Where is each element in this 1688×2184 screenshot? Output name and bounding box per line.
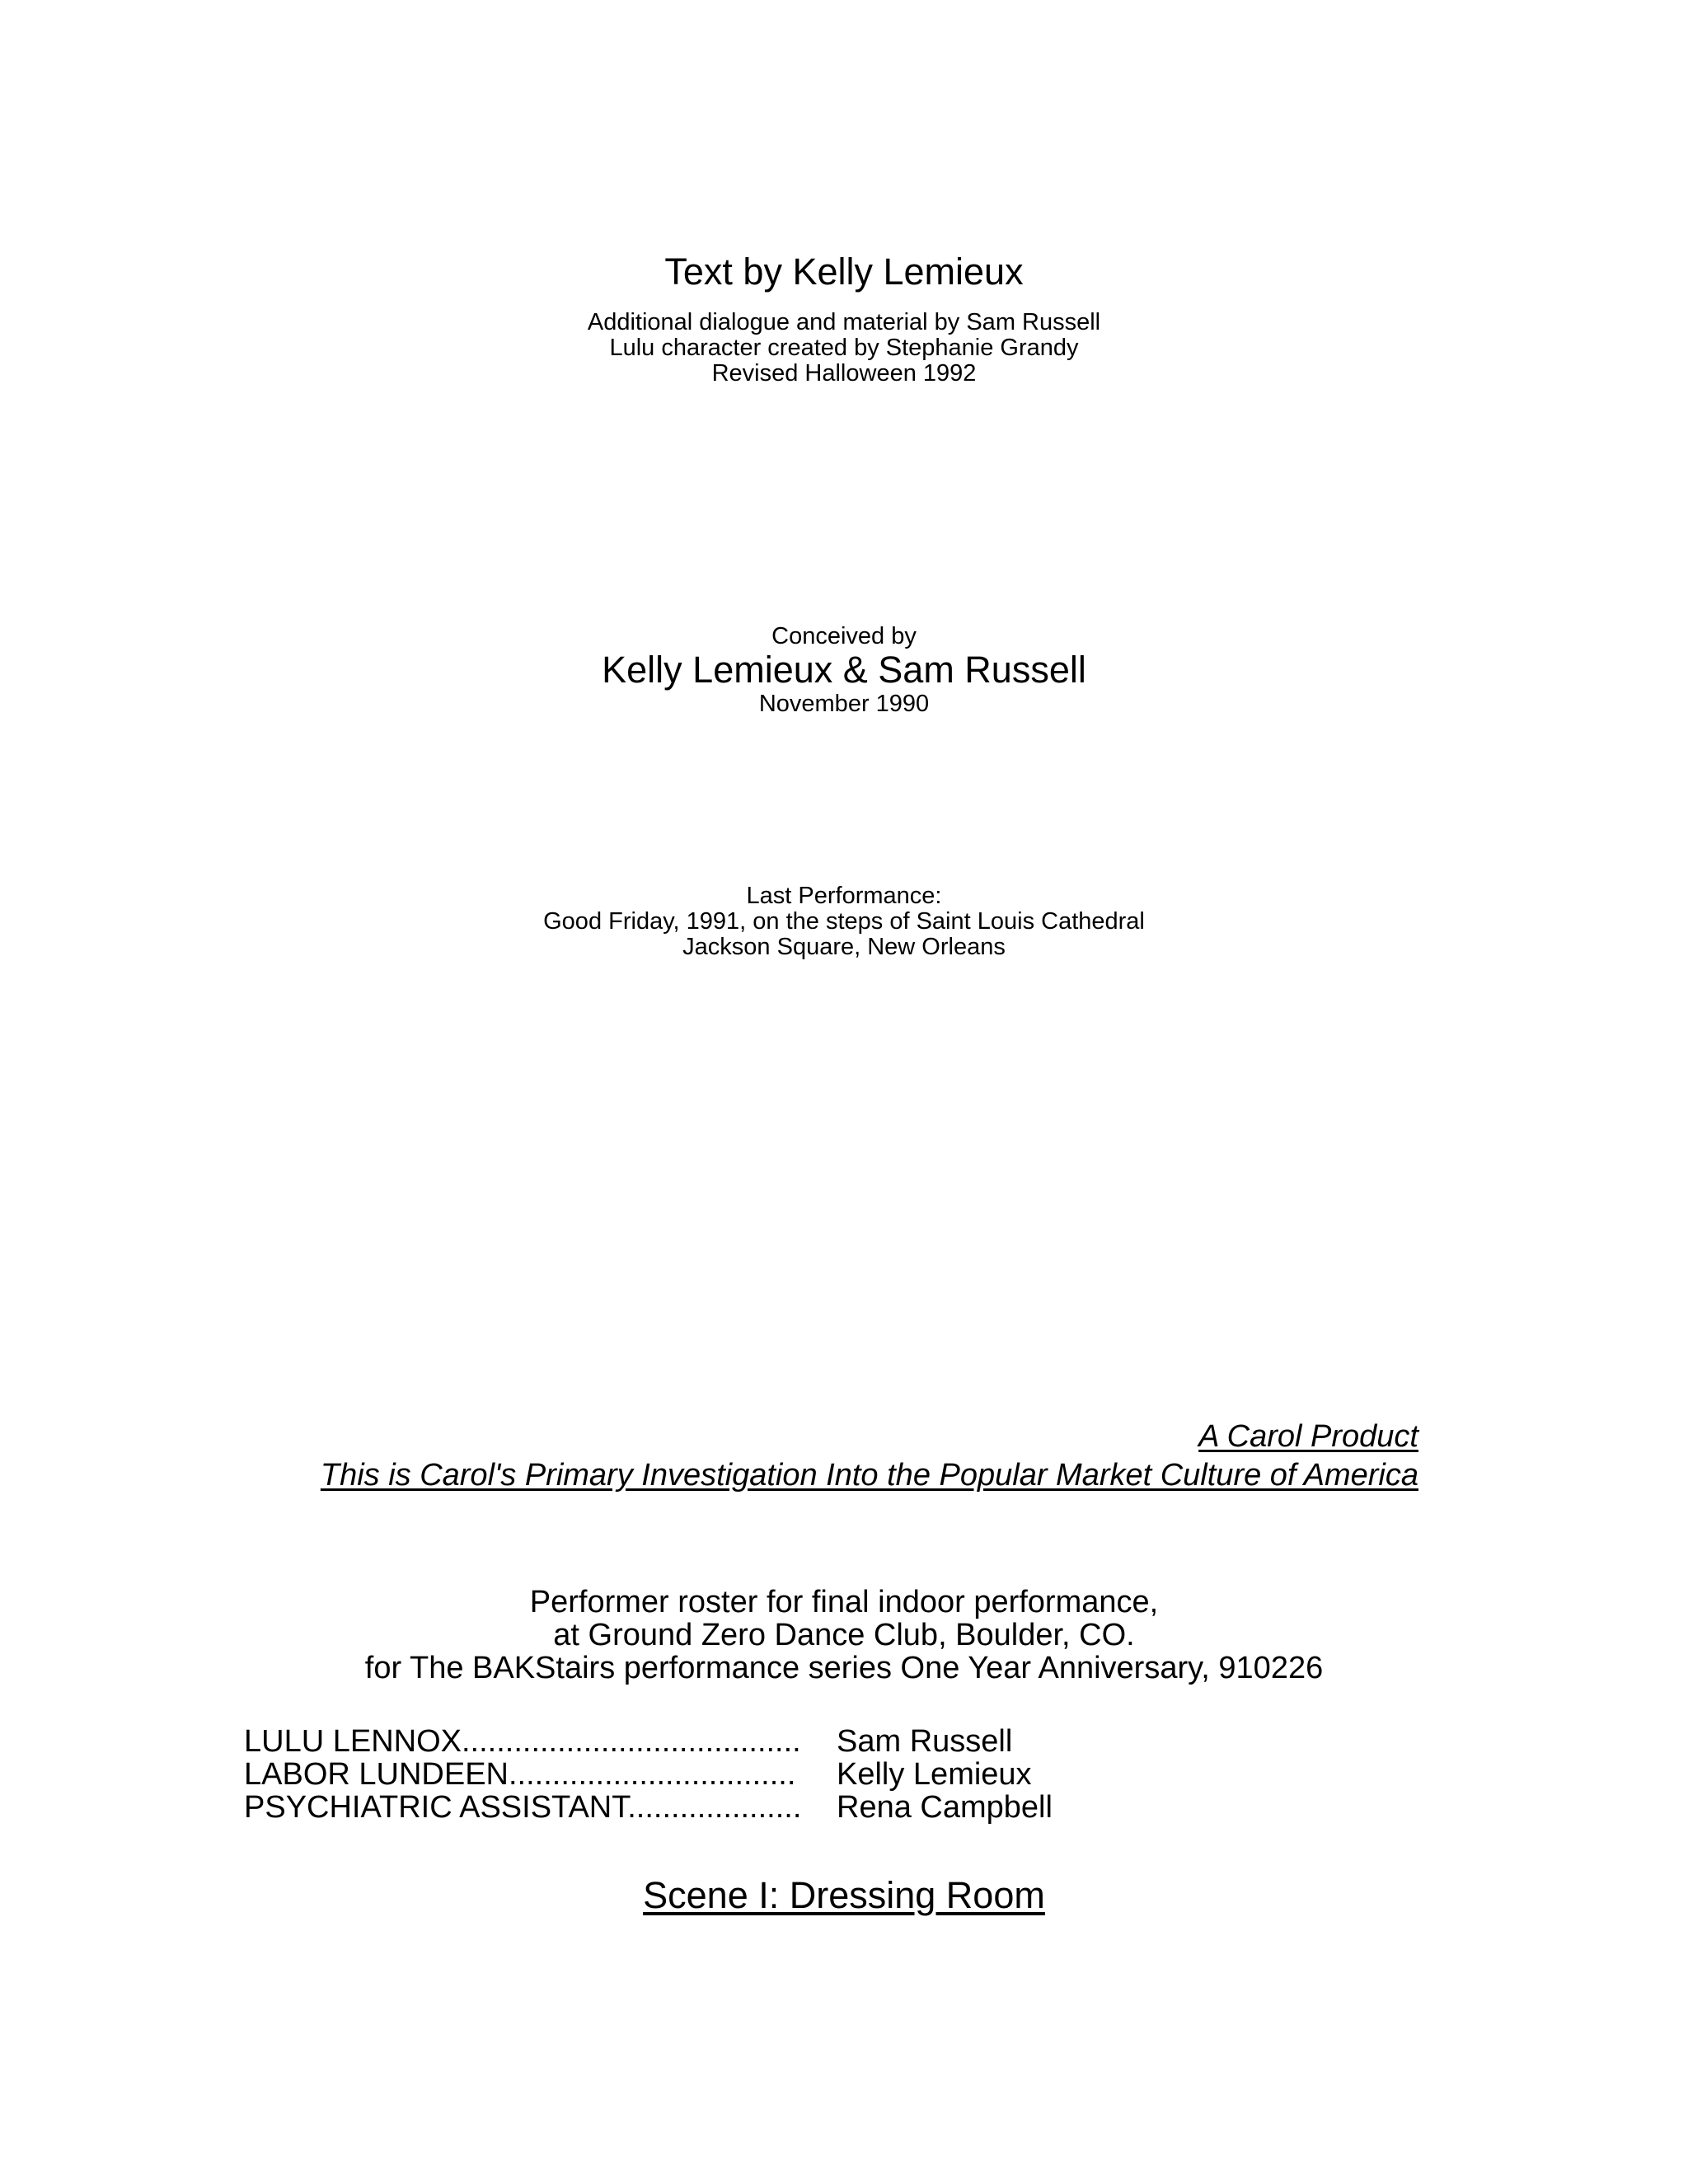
cast-role: LULU LENNOX <box>244 1725 462 1758</box>
document-title: Text by Kelly Lemieux <box>664 251 1024 293</box>
dot-leader: .................... <box>627 1791 802 1824</box>
cast-role-cell <box>244 1725 832 1758</box>
conceived-label: Conceived by <box>771 623 917 649</box>
last-performance-detail: Good Friday, 1991, on the steps of Saint Louis Cathedral <box>543 908 1145 935</box>
last-performance-block <box>0 883 1688 960</box>
cast-role-cell <box>244 1791 832 1824</box>
carol-product: A Carol Product <box>1198 1419 1418 1454</box>
credits <box>0 310 1688 387</box>
dot-leader: ................................. <box>508 1758 796 1791</box>
cast-row <box>244 1758 1053 1791</box>
roster-header-line: at Ground Zero Dance Club, Boulder, CO. <box>553 1618 1135 1652</box>
credit-line: Lulu character created by Stephanie Grandy <box>609 335 1079 361</box>
revision-date: Revised Halloween 1992 <box>711 360 977 387</box>
last-performance-location: Jackson Square, New Orleans <box>682 934 1006 960</box>
dot-leader: ....................................... <box>461 1725 801 1758</box>
carol-block <box>321 1418 1418 1495</box>
roster-header <box>0 1586 1688 1685</box>
cast-role-cell <box>244 1758 832 1791</box>
scene-heading <box>0 1872 1688 1919</box>
cast-actor: Sam Russell <box>837 1724 1013 1759</box>
roster-header-line: Performer roster for final indoor performance, <box>529 1585 1159 1619</box>
last-performance-label: Last Performance: <box>746 883 942 909</box>
carol-tagline: This is Carol's Primary Investigation Into the Popular Market Culture of America <box>320 1458 1418 1493</box>
title-block <box>0 249 1688 387</box>
conceived-date: November 1990 <box>758 691 930 717</box>
roster-header-line: for The BAKStairs performance series One Year Anniversary, 910226 <box>364 1651 1324 1685</box>
conceived-block <box>0 623 1688 717</box>
cast-row <box>244 1725 1053 1758</box>
cast-actor: Rena Campbell <box>837 1790 1053 1825</box>
cast-role: LABOR LUNDEEN <box>244 1758 509 1791</box>
scene-title: Scene I: Dressing Room <box>643 1874 1045 1916</box>
cast-role: PSYCHIATRIC ASSISTANT <box>244 1791 628 1824</box>
cast-list <box>244 1725 1053 1824</box>
cast-row <box>244 1791 1053 1824</box>
credit-line: Additional dialogue and material by Sam Russell <box>587 309 1101 335</box>
conceived-authors: Kelly Lemieux & Sam Russell <box>602 649 1086 691</box>
cast-actor: Kelly Lemieux <box>837 1757 1032 1792</box>
